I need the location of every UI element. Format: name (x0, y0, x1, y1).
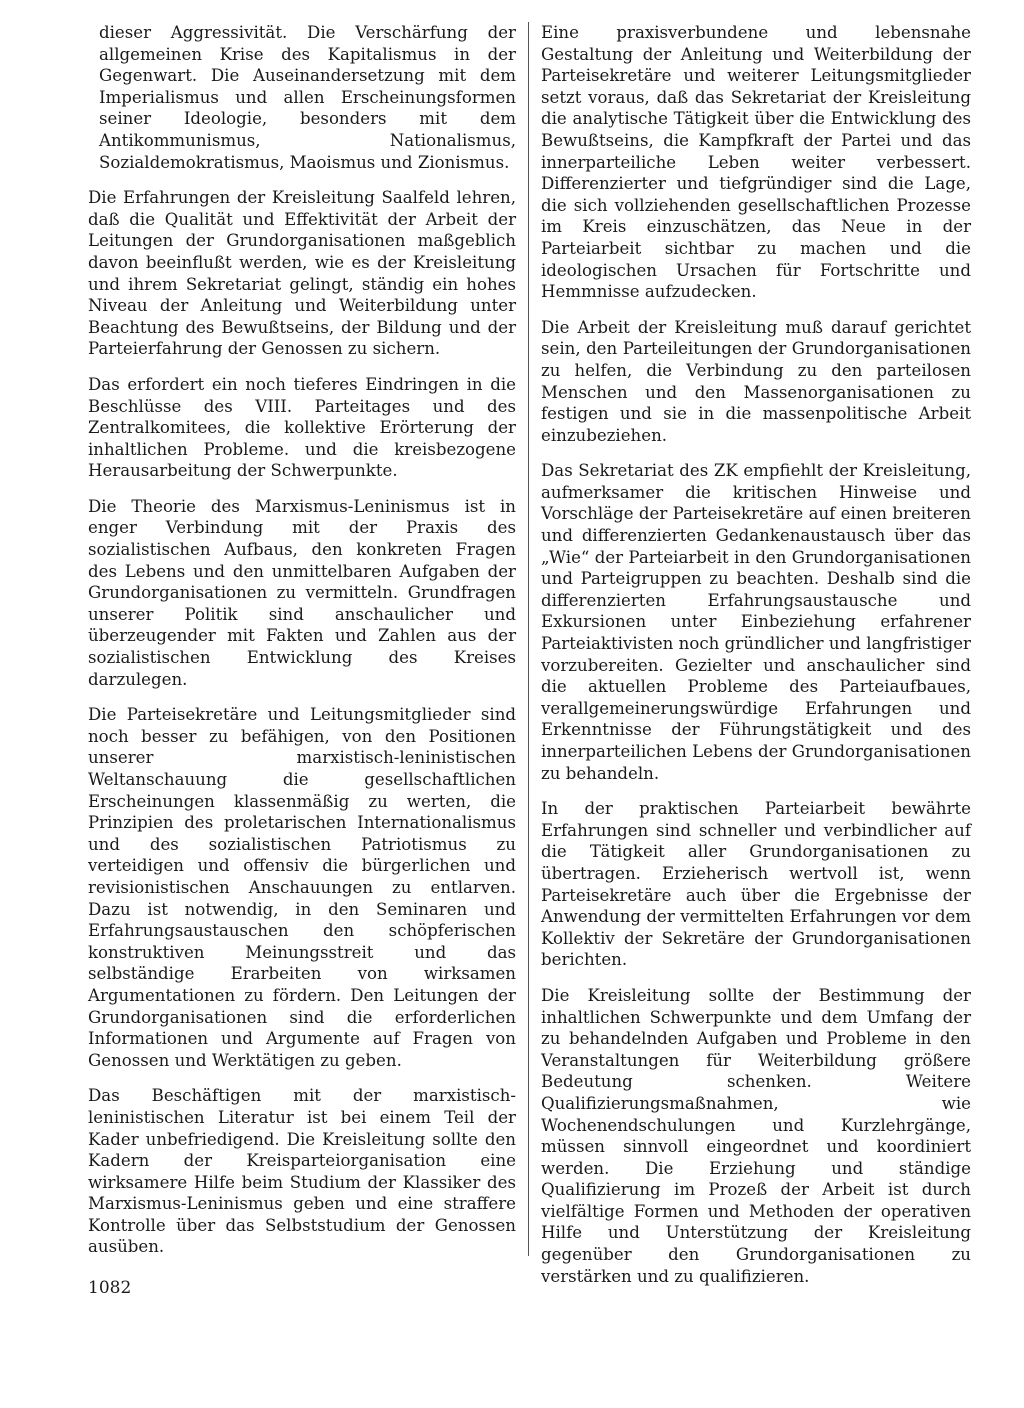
right-paragraph-2: Die Arbeit der Kreisleitung muß darauf gerichtet sein, den Parteileitungen der Grundorganisationen zu helfen, die Verbindung zu den parteilosen Menschen und den Massenorganisationen zu festigen und sie in die massenpolitische Arbeit einzubeziehen. (541, 317, 971, 445)
left-paragraph-5: Die Parteisekretäre und Leitungsmitglieder sind noch besser zu befähigen, von den Positionen unserer marxistisch-leninistischen Weltanschauung die gesellschaftlichen Erscheinungen klassenmäßig zu werten, die Prinzipien des proletarischen Internationalismus und des sozialistischen Patriotismus zu verteidigen und offensiv die bürgerlichen und revisionistischen Anschauungen zu entlarven. Dazu ist notwendig, in den Seminaren und Erfahrungsaustauschen den schöpferischen konstruktiven Meinungsstreit und das selbständige Erarbeiten von wirksamen Argumentationen zu fördern. Den Leitungen der Grundorganisationen sind die erforderlichen Informationen und Argumente auf Fragen von Genossen und Werktätigen zu geben. (88, 705, 516, 1070)
left-column (88, 22, 516, 1272)
column-divider (528, 22, 529, 1256)
right-paragraph-3: Das Sekretariat des ZK empfiehlt der Kreisleitung, aufmerksamer die kritischen Hinweise und Vorschläge der Parteisekretäre auf einen breiteren und differenzierten Gedankenaustausch über das „Wie“ der Parteiarbeit in den Grundorganisationen und Parteigruppen zu beachten. Deshalb sind die differenzierten Erfahrungsaustausche und Exkursionen unter Einbeziehung erfahrener Parteiaktivisten noch gründlicher und langfristiger vorzubereiten. Gezielter und anschaulicher sind die aktuellen Probleme des Parteiaufbaues, verallgemeinerungswürdige Erfahrungen und Erkenntnisse der Führungstätigkeit und des innerparteilichen Lebens der Grundorganisationen zu behandeln. (541, 461, 971, 783)
right-paragraph-5: Die Kreisleitung sollte der Bestimmung der inhaltlichen Schwerpunkte und dem Umfang der zu behandelnden Aufgaben und Probleme in den Veranstaltungen für Weiterbildung größere Bedeutung schenken. Weitere Qualifizierungsmaßnahmen, wie Wochenendschulungen und Kurzlehrgänge, müssen sinnvoll eingeordnet und koordiniert werden. Die Erziehung und ständige Qualifizierung im Prozeß der Arbeit ist durch vielfältige Formen und Methoden der operativen Hilfe und Unterstützung der Kreisleitung gegenüber den Grundorganisationen zu verstärken und zu qualifizieren. (541, 985, 971, 1286)
page-number: 1082 (88, 1278, 132, 1298)
left-paragraph-4: Die Theorie des Marxismus-Leninismus ist in enger Verbindung mit der Praxis des sozialistischen Aufbaus, den konkreten Fragen des Lebens und den unmittelbaren Aufgaben der Grundorganisationen zu vermitteln. Grundfragen unserer Politik sind anschaulicher und überzeugender mit Fakten und Zahlen aus der sozialistischen Entwicklung des Kreises darzulegen. (88, 496, 516, 689)
right-paragraph-1: Eine praxisverbundene und lebensnahe Gestaltung der Anleitung und Weiterbildung der Parteisekretäre und weiterer Leitungsmitglieder setzt voraus, daß das Sekretariat der Kreisleitung die analytische Tätigkeit über die Entwicklung des Bewußtseins, die Kampfkraft der Partei und das innerparteiliche Leben weiter verbessert. Differenzierter und tiefgründiger sind die Lage, die sich vollziehenden gesellschaftlichen Prozesse im Kreis einzuschätzen, das Neue in der Parteiarbeit sichtbar zu machen und die ideologischen Ursachen für Fortschritte und Hemmnisse aufzudecken. (541, 23, 971, 302)
left-paragraph-2: Die Erfahrungen der Kreisleitung Saalfeld lehren, daß die Qualität und Effektivität der Arbeit der Leitungen der Grundorganisationen maßgeblich davon beeinflußt werden, wie es der Kreisleitung und ihrem Sekretariat gelingt, ständig ein hohes Niveau der Anleitung und Weiterbildung unter Beachtung des Bewußtseins, der Bildung und der Parteierfahrung der Genossen zu sichern. (88, 188, 516, 359)
left-paragraph-1: dieser Aggressivität. Die Verschärfung der allgemeinen Krise des Kapitalismus in der Gegenwart. Die Auseinandersetzung mit dem Imperialismus und allen Erscheinungsformen seiner Ideologie, besonders mit dem Antikommunismus, Nationalismus, Sozialdemokratismus, Maoismus und Zionismus. (99, 23, 516, 172)
right-column (541, 22, 971, 1301)
right-paragraph-4: In der praktischen Parteiarbeit bewährte Erfahrungen sind schneller und verbindlicher auf die Tätigkeit aller Grundorganisationen zu übertragen. Erzieherisch wertvoll ist, wenn Parteisekretäre auch über die Ergebnisse der Anwendung der vermittelten Erfahrungen vor dem Kollektiv der Sekretäre der Grundorganisationen berichten. (541, 799, 971, 970)
left-paragraph-3: Das erfordert ein noch tieferes Eindringen in die Beschlüsse des VIII. Parteitages und des Zentralkomitees, die kollektive Erörterung der inhaltlichen Probleme. und die kreisbezogene Herausarbeitung der Schwerpunkte. (88, 374, 516, 481)
left-paragraph-6: Das Beschäftigen mit der marxistisch-leninistischen Literatur ist bei einem Teil der Kader unbefriedigend. Die Kreisleitung sollte den Kadern der Kreisparteiorganisation eine wirksamere Hilfe beim Studium der Klassiker des Marxismus-Leninismus geben und eine straffere Kontrolle über das Selbststudium der Genossen ausüben. (88, 1086, 516, 1257)
